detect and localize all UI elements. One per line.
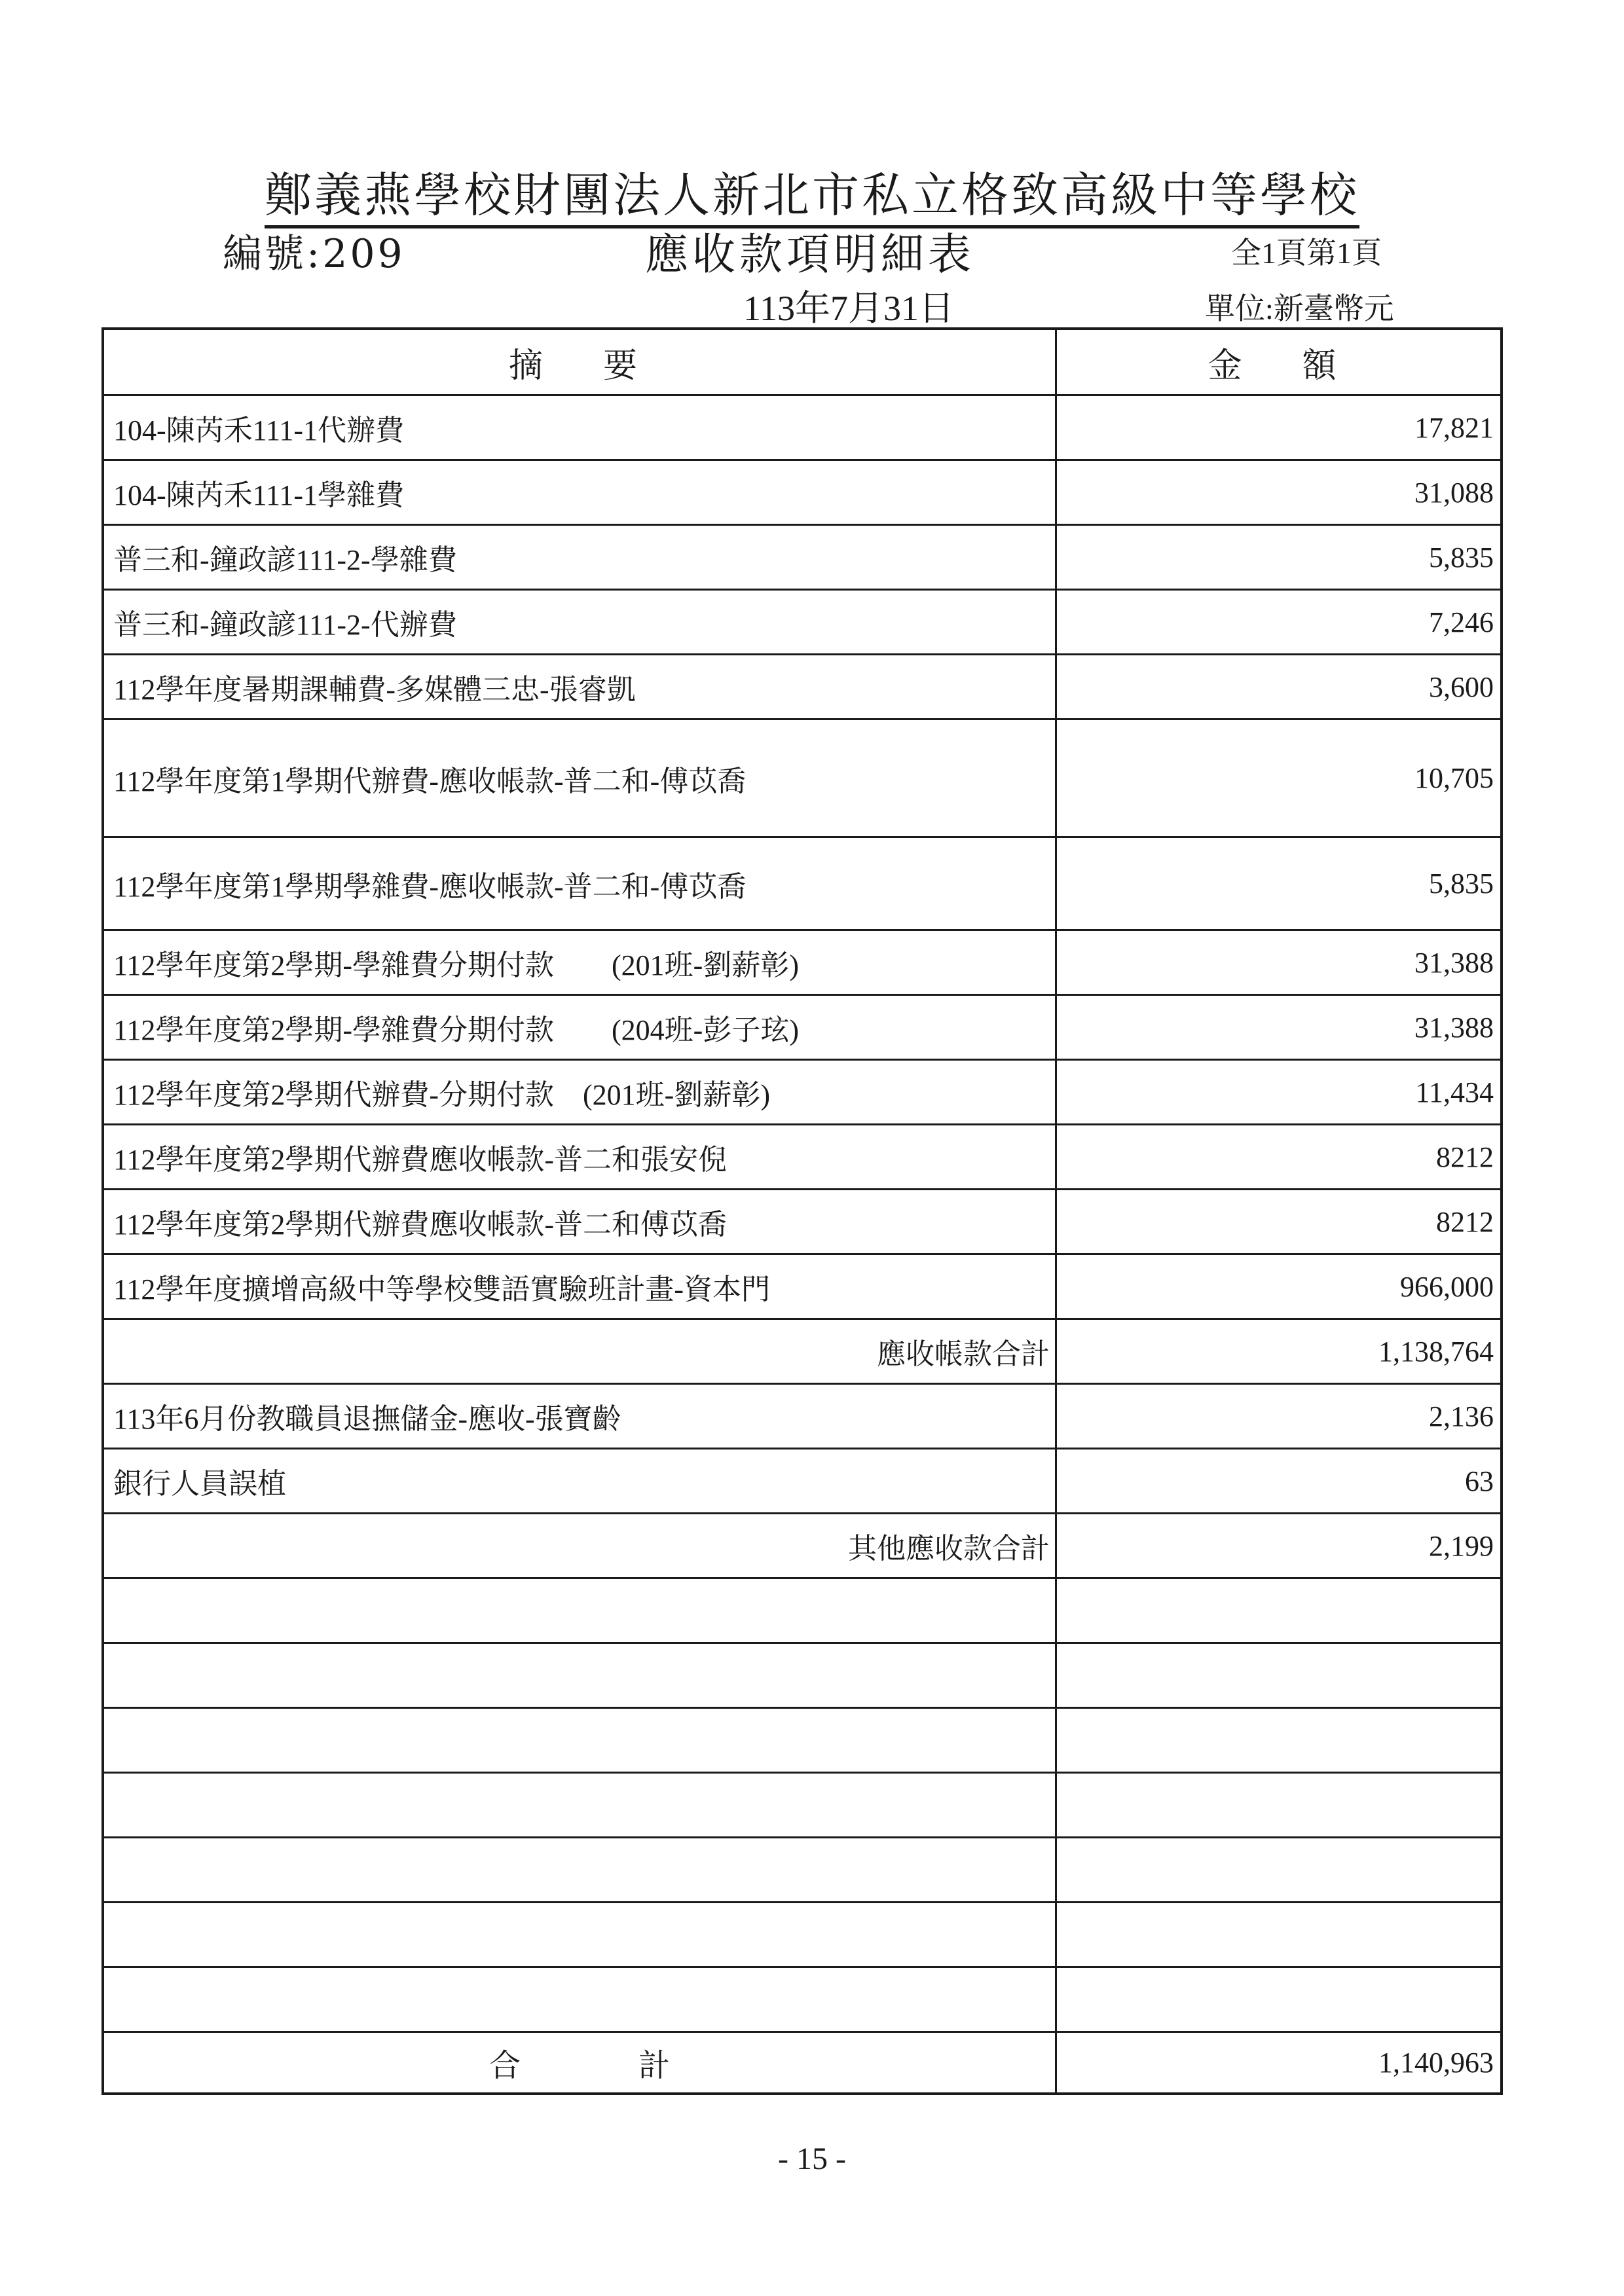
empty-cell xyxy=(1057,1903,1500,1966)
empty-cell xyxy=(104,1579,1057,1642)
row-description: 銀行人員誤植 xyxy=(104,1449,1057,1512)
row-description: 112學年度擴增高級中等學校雙語實驗班計畫-資本門 xyxy=(104,1255,1057,1318)
empty-cell xyxy=(104,1903,1057,1966)
row-description: 104-陳芮禾111-1學雜費 xyxy=(104,461,1057,524)
table-row xyxy=(104,526,1500,591)
subtotal-receivable-row xyxy=(104,1320,1500,1385)
empty-row xyxy=(104,1579,1500,1644)
empty-row xyxy=(104,1709,1500,1774)
row-amount: 31,088 xyxy=(1414,476,1494,509)
subtotal-receivable-label: 應收帳款合計 xyxy=(104,1320,1057,1383)
table-row xyxy=(104,720,1500,838)
row-amount: 2,136 xyxy=(1429,1400,1494,1432)
row-description: 112學年度第2學期代辦費應收帳款-普二和傅苡喬 xyxy=(104,1190,1057,1253)
empty-cell xyxy=(104,1644,1057,1707)
empty-cell xyxy=(1057,1968,1500,2031)
row-amount: 11,434 xyxy=(1415,1076,1494,1108)
table-row xyxy=(104,996,1500,1061)
row-amount: 17,821 xyxy=(1414,411,1494,444)
column-header-summary: 摘 要 xyxy=(104,330,1057,394)
row-description: 112學年度暑期課輔費-多媒體三忠-張睿凱 xyxy=(104,655,1057,718)
row-amount: 8212 xyxy=(1436,1205,1494,1238)
table-row xyxy=(104,1385,1500,1449)
empty-cell xyxy=(1057,1709,1500,1772)
column-header-amount: 金 額 xyxy=(1208,346,1350,386)
empty-cell xyxy=(1057,1579,1500,1642)
empty-cell xyxy=(104,1709,1057,1772)
page-info: 全1頁第1頁 xyxy=(1231,236,1382,270)
row-amount: 63 xyxy=(1465,1465,1494,1497)
subtotal-receivable-amount: 1,138,764 xyxy=(1378,1335,1494,1368)
table-row xyxy=(104,461,1500,526)
row-amount: 8212 xyxy=(1436,1140,1494,1173)
organization-title: 鄭義燕學校財團法人新北市私立格致高級中等學校 xyxy=(0,157,1624,225)
document-date: 113年7月31日 xyxy=(743,289,954,328)
page-number: - 15 - xyxy=(778,2141,846,2176)
row-amount: 10,705 xyxy=(1414,762,1494,794)
grand-total-amount: 1,140,963 xyxy=(1378,2047,1494,2079)
row-description: 112學年度第1學期代辦費-應收帳款-普二和-傅苡喬 xyxy=(104,720,1057,836)
row-amount: 966,000 xyxy=(1400,1270,1494,1303)
row-amount: 31,388 xyxy=(1414,946,1494,979)
receivables-table xyxy=(101,327,1503,2095)
empty-row xyxy=(104,1644,1500,1709)
table-row xyxy=(104,1061,1500,1125)
table-row xyxy=(104,838,1500,931)
row-description: 113年6月份教職員退撫儲金-應收-張寶齡 xyxy=(104,1385,1057,1448)
empty-cell xyxy=(1057,1644,1500,1707)
row-amount: 5,835 xyxy=(1429,541,1494,574)
row-description: 普三和-鐘政諺111-2-代辦費 xyxy=(104,591,1057,653)
empty-row xyxy=(104,1968,1500,2033)
empty-row xyxy=(104,1774,1500,1838)
row-description: 112學年度第1學期學雜費-應收帳款-普二和-傅苡喬 xyxy=(104,838,1057,929)
empty-cell xyxy=(1057,1774,1500,1836)
grand-total-row xyxy=(104,2033,1500,2092)
currency-unit: 單位:新臺幣元 xyxy=(1205,292,1394,325)
table-row xyxy=(104,1190,1500,1255)
table-header-row xyxy=(104,330,1500,396)
row-description: 112學年度第2學期代辦費應收帳款-普二和張安倪 xyxy=(104,1125,1057,1188)
row-description: 112學年度第2學期-學雜費分期付款 (204班-彭子玹) xyxy=(104,996,1057,1059)
empty-cell xyxy=(104,1968,1057,2031)
row-description: 112學年度第2學期-學雜費分期付款 (201班-劉薪彰) xyxy=(104,931,1057,994)
row-description: 普三和-鐘政諺111-2-學雜費 xyxy=(104,526,1057,589)
table-row xyxy=(104,931,1500,996)
row-amount: 3,600 xyxy=(1429,670,1494,703)
subtotal-other-label: 其他應收款合計 xyxy=(104,1514,1057,1577)
subtotal-other-amount: 2,199 xyxy=(1429,1529,1494,1562)
table-row xyxy=(104,1255,1500,1320)
document-title: 應收款項明細表 xyxy=(645,229,975,280)
empty-row xyxy=(104,1903,1500,1968)
empty-cell xyxy=(1057,1838,1500,1901)
row-amount: 31,388 xyxy=(1414,1011,1494,1044)
empty-row xyxy=(104,1838,1500,1903)
table-row xyxy=(104,396,1500,461)
table-row xyxy=(104,591,1500,655)
grand-total-label: 合計 xyxy=(104,2033,1057,2092)
table-row xyxy=(104,1449,1500,1514)
subtotal-other-row xyxy=(104,1514,1500,1579)
table-row xyxy=(104,1125,1500,1190)
row-amount: 7,246 xyxy=(1429,606,1494,638)
row-description: 104-陳芮禾111-1代辦費 xyxy=(104,396,1057,459)
row-description: 112學年度第2學期代辦費-分期付款 (201班-劉薪彰) xyxy=(104,1061,1057,1123)
table-row xyxy=(104,655,1500,720)
empty-cell xyxy=(104,1774,1057,1836)
document-number: 編號:209 xyxy=(223,231,405,277)
empty-cell xyxy=(104,1838,1057,1901)
row-amount: 5,835 xyxy=(1429,867,1494,900)
